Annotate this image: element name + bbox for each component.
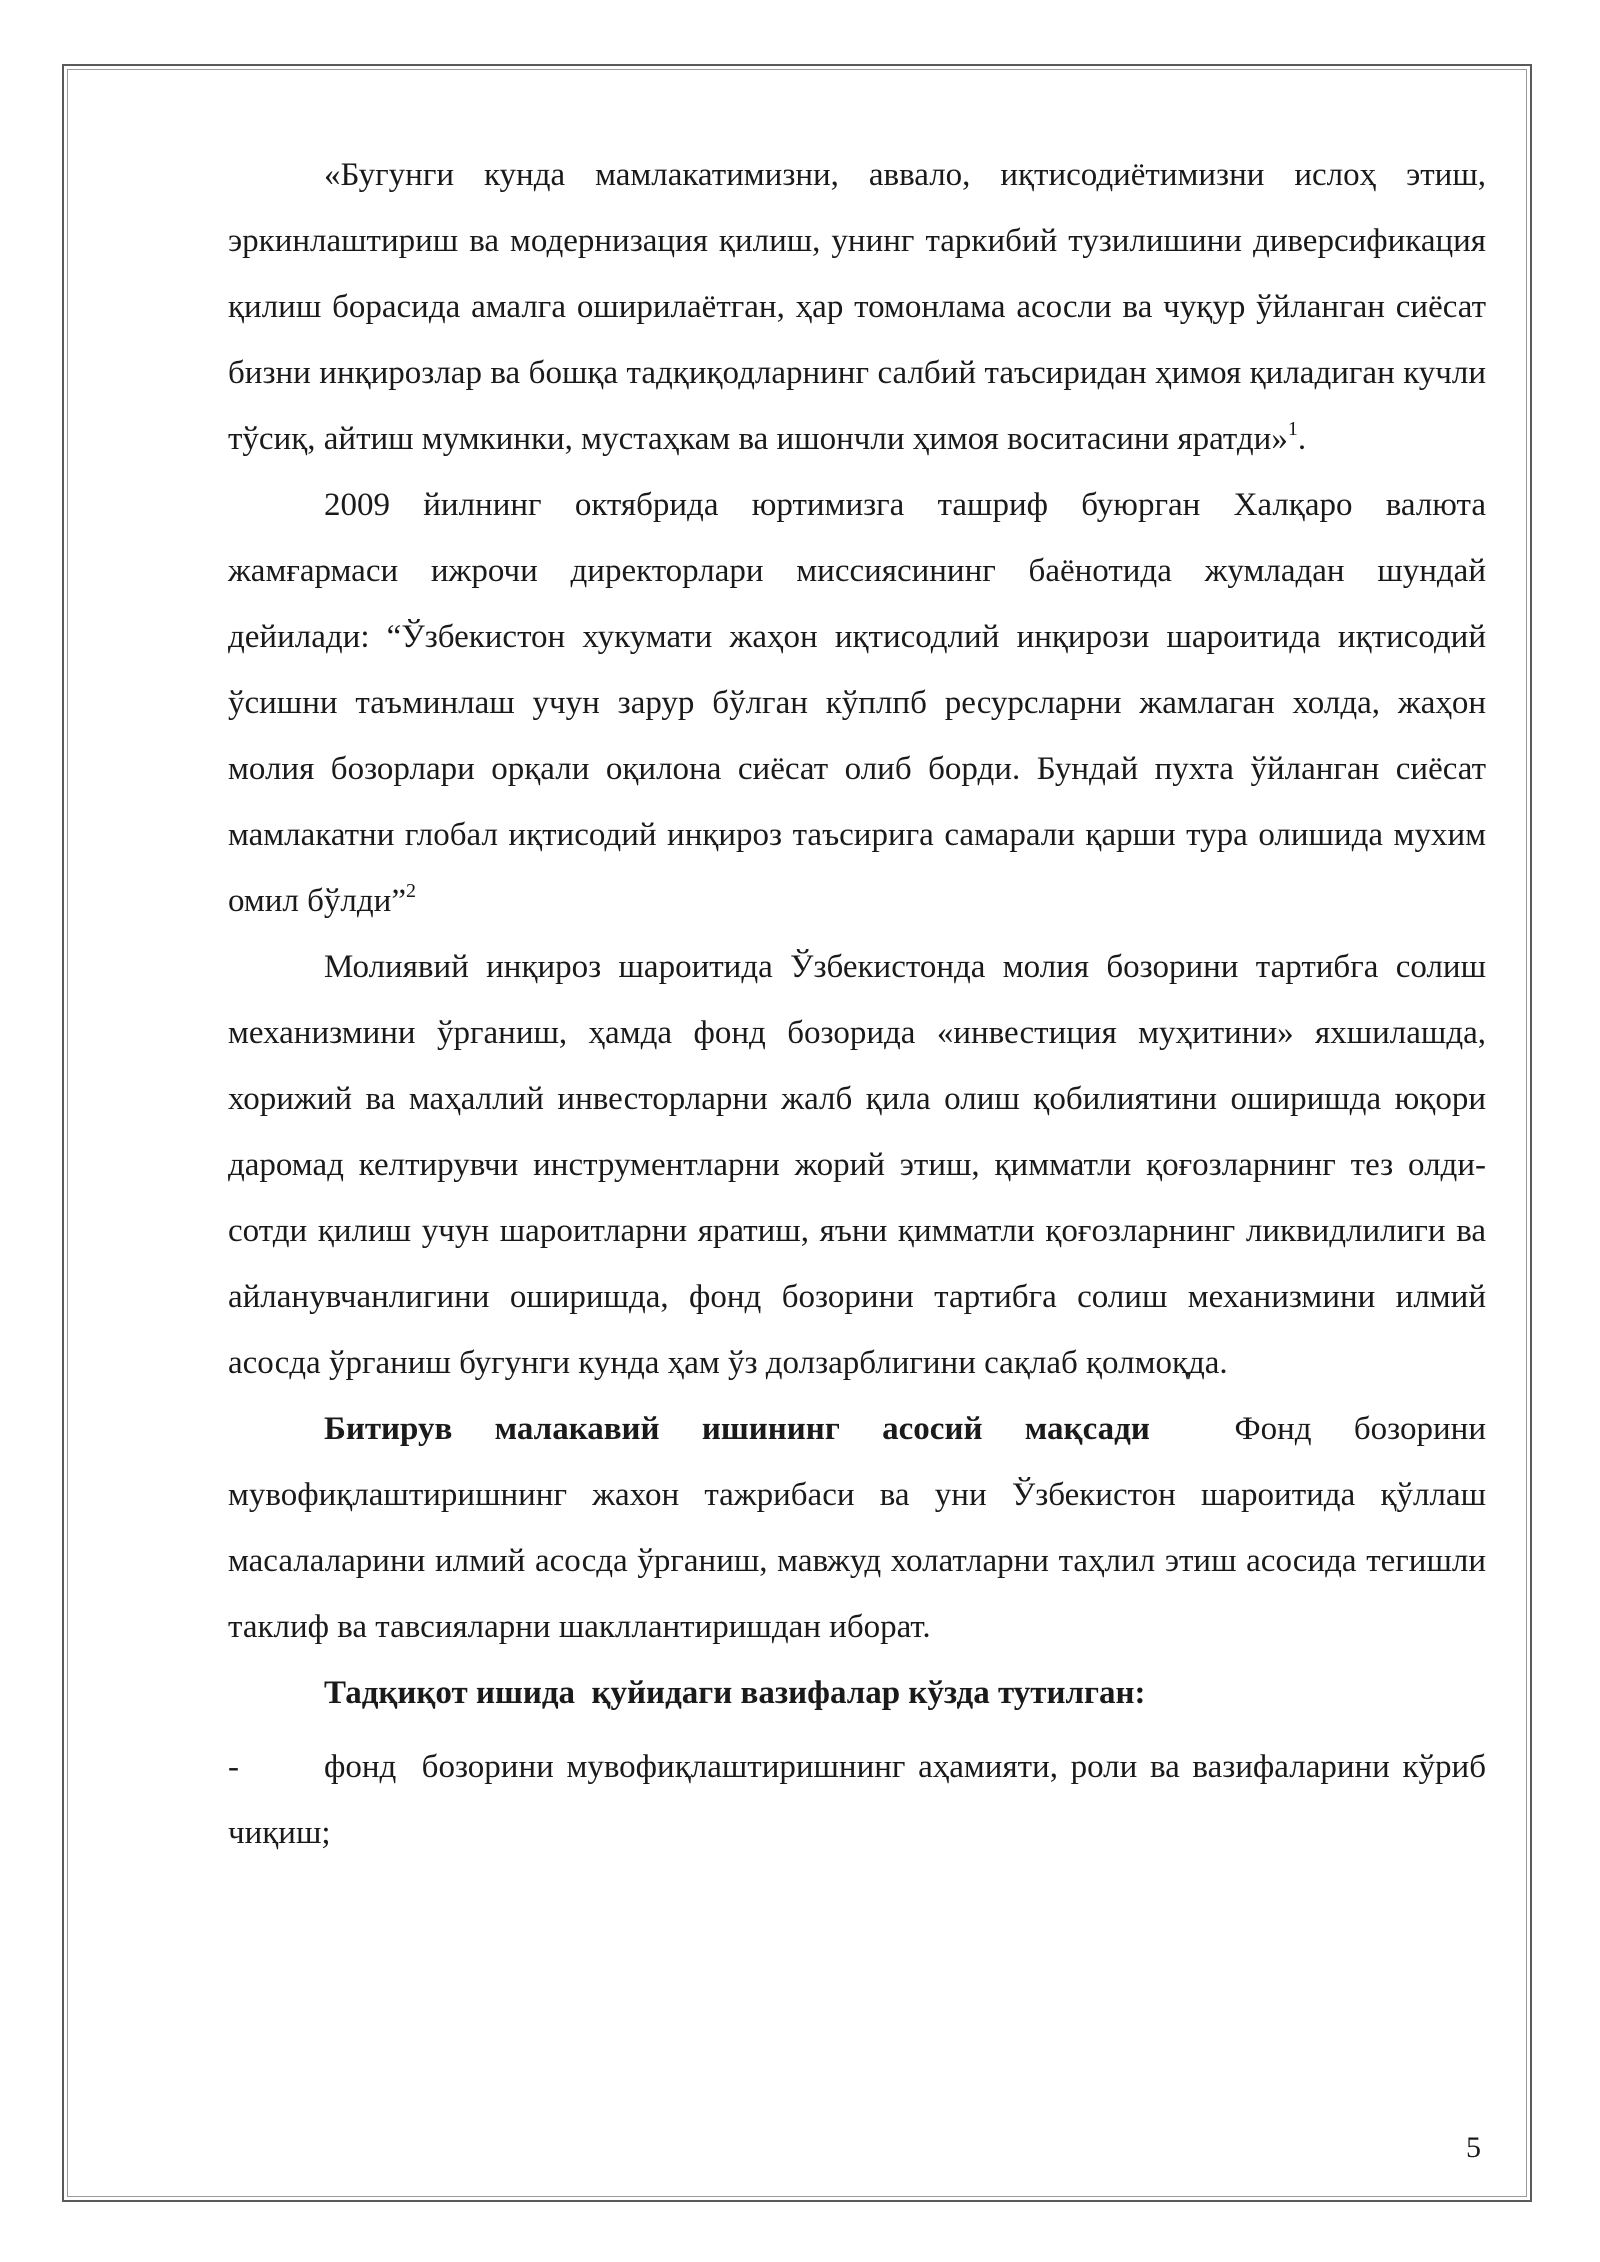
tasks-heading: Тадқиқот ишида қуйидаги вазифалар кўзда тутилган: [324,1675,1146,1711]
paragraph-2 [228,472,1486,934]
document-body [228,142,1495,1866]
footnote-ref-1[interactable]: 1 [1287,418,1298,440]
paragraph-4-bold-lead: Битирув малакавий ишининг асосий мақсади [324,1411,1150,1447]
list-item-1-text: фонд бозорини мувофиқлаштиришнинг аҳамияти, роли ва вазифаларини кўриб чиқиш; [228,1749,1495,1851]
paragraph-3-text: Молиявий инқироз шароитида Ўзбекистонда молия бозорини тартибга солиш механизмини ўрганиш, ҳамда фонд бозорида «инвестиция муҳитини» яхшилашда, хорижий ва маҳаллий инвесторларни жалб қила олиш қобилиятини оширишда юқори даромад келтирувчи инструментларни жорий этиш, қимматли қоғозларнинг тез олди-сотди қилиш учун шароитларни яратиш, яъни қимматли қоғозларнинг ликвидлилиги ва айланувчанлигини оширишда, фонд бозорини тартибга солиш механизмини илмий асосда ўрганиш бугунги кунда ҳам ўз долзарблигини сақлаб қолмоқда. [228,949,1486,1381]
footnote-ref-2[interactable]: 2 [406,880,416,902]
paragraph-1-ending: . [1297,421,1307,457]
paragraph-4-text: Фонд бозорини мувофиқлаштиришнинг жахон тажрибаси ва уни Ўзбекистон шароитида қўллаш масалаларини илмий асосда ўрганиш, мавжуд холатларни таҳлил этиш асосида тегишли таклиф ва тавсияларни шакллантиришдан иборат. [228,1411,1495,1645]
paragraph-3 [228,934,1486,1396]
paragraph-1-text: «Бугунги кунда мамлакатимизни, аввало, иқтисодиётимизни ислоҳ этиш, эркинлаштириш ва модернизация қилиш, унинг таркибий тузилишини диверсификация қилиш борасида амалга оширилаётган, ҳар томонлама асосли ва чуқур ўйланган сиёсат бизни инқирозлар ва бошқа тадқиқодларнинг салбий таъсиридан ҳимоя қиладиган кучли тўсиқ, айтиш мумкинки, мустаҳкам ва ишончли ҳимоя воситасини яратди» [228,157,1486,457]
paragraph-1 [228,142,1486,472]
paragraph-2-text: 2009 йилнинг октябрида юртимизга ташриф буюрган Халқаро валюта жамғармаси ижрочи директорлари миссиясининг баёнотида жумладан шундай дейилади: “Ўзбекистон хукумати жаҳон иқтисодлий инқирози шароитида иқтисодий ўсишни таъминлаш учун зарур бўлган кўплпб ресурсларни жамлаган холда, жаҳон молия бозорлари орқали оқилона сиёсат олиб борди. Бундай пухта ўйланган сиёсат мамлакатни глобал иқтисодий инқироз таъсирига самарали қарши тура олишида мухим омил бўлди” [228,487,1486,919]
list-dash: - [228,1749,239,1785]
paragraph-4 [228,1396,1495,1660]
page-number: 5 [1466,2131,1481,2164]
list-item-1 [228,1734,1495,1866]
